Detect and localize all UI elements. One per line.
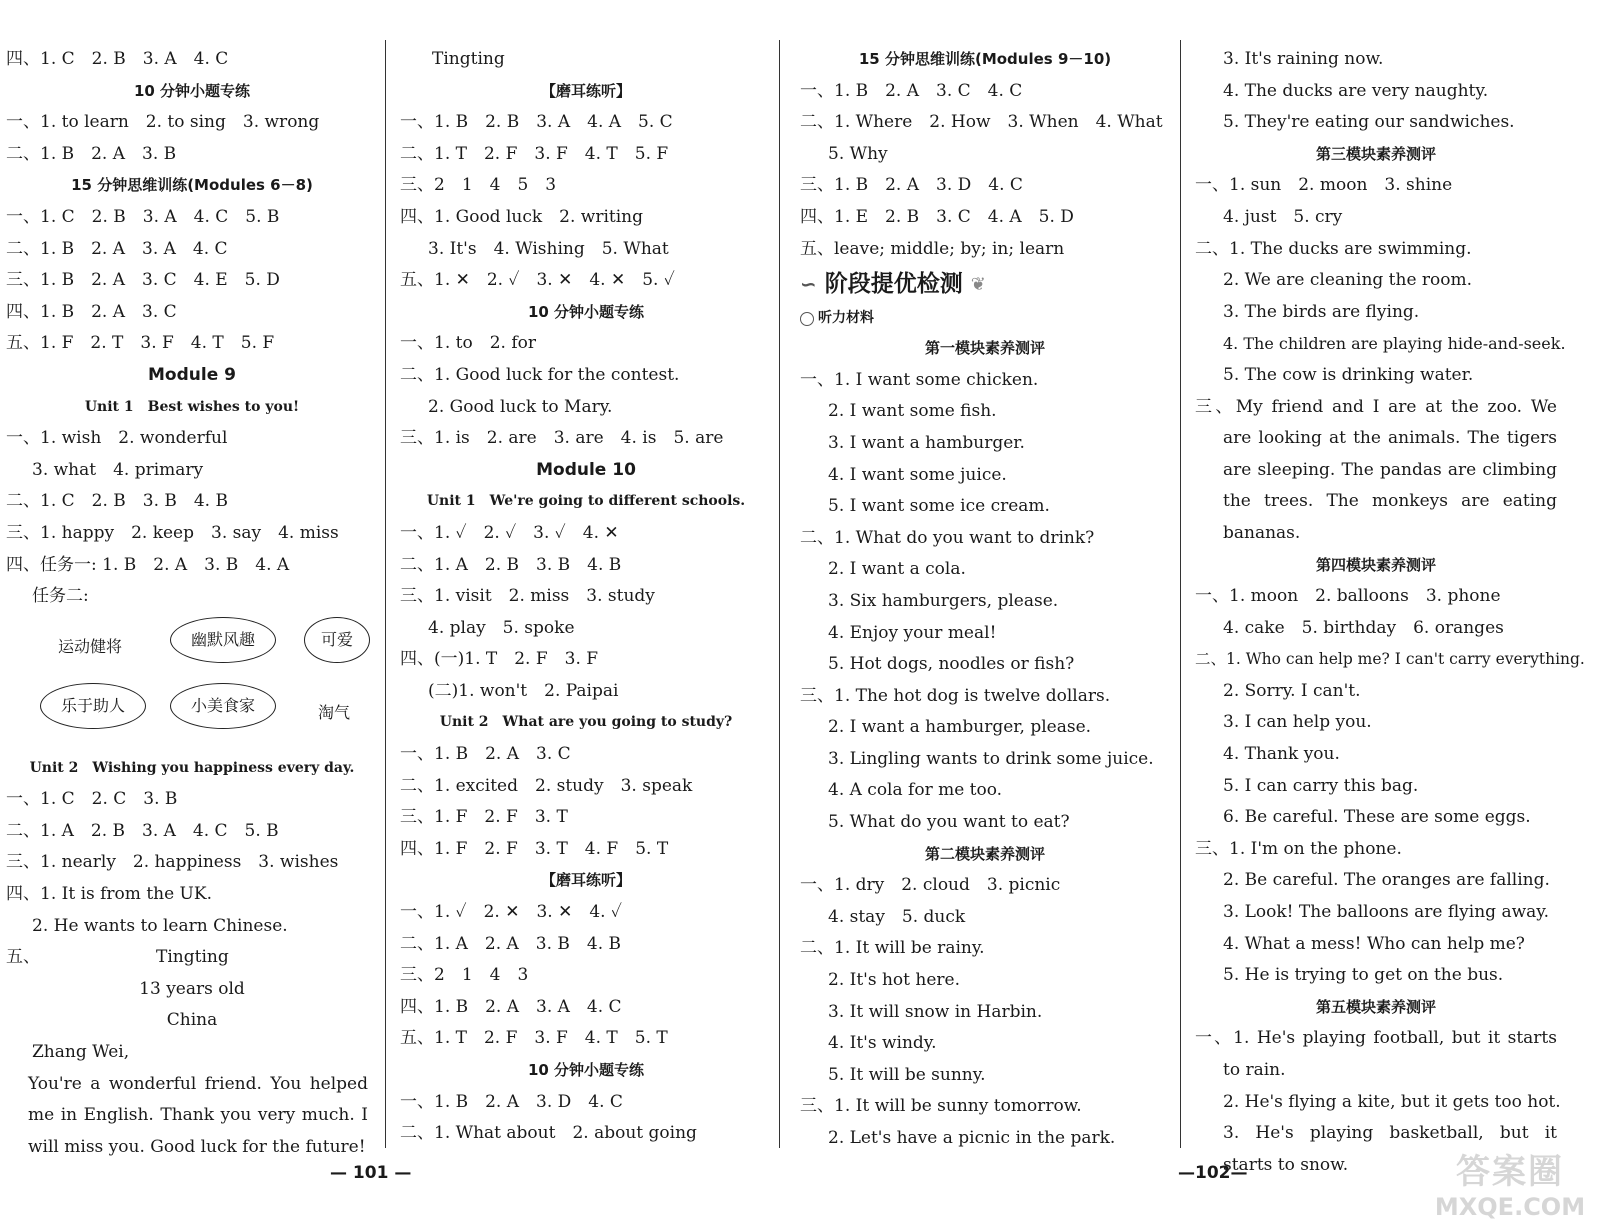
- unit-heading: Unit 2 What are you going to study?: [439, 714, 733, 731]
- letter-country: China: [166, 1010, 218, 1031]
- answer-line: 5. The cow is drinking water.: [1223, 364, 1474, 385]
- answer-line: 一、1. B 2. A 3. C 4. C: [800, 80, 1023, 101]
- answer-line: 二、1. Who can help me? I can't carry everything.: [1195, 650, 1585, 669]
- column-2: [400, 44, 772, 1150]
- column-4: [1195, 44, 1585, 1181]
- wave-icon: ∽: [800, 272, 817, 297]
- section-heading: 第一模块素养测评: [924, 339, 1045, 358]
- column-1: [6, 44, 378, 1163]
- section-heading: 第三模块素养测评: [1315, 144, 1436, 163]
- answer-line: 3. It will snow in Harbin.: [828, 1001, 1043, 1022]
- column-divider: [779, 40, 780, 1148]
- answer-line: 一、1. dry 2. cloud 3. picnic: [800, 875, 1061, 896]
- answer-line: 3. The birds are flying.: [1223, 301, 1420, 322]
- answer-line: 2. Good luck to Mary.: [428, 396, 613, 417]
- answer-line: 5. I want some ice cream.: [828, 496, 1050, 517]
- listening-material-label: [800, 305, 1170, 333]
- item-number: 五、: [6, 947, 40, 968]
- letter-body: You're a wonderful friend. You helped me in English. Thank you very much. I will miss you. Good luck for the future!: [28, 1073, 368, 1157]
- unit-heading: Unit 2 Wishing you happiness every day.: [29, 759, 355, 776]
- answer-line: 4. Enjoy your meal!: [828, 622, 997, 643]
- section-heading: 第五模块素养测评: [1315, 997, 1436, 1016]
- letter-sender: Tingting: [156, 947, 229, 968]
- answer-line: 二、1. B 2. A 3. A 4. C: [6, 238, 228, 259]
- module-heading: Module 10: [536, 459, 636, 480]
- section-heading: 第二模块素养测评: [924, 844, 1045, 863]
- section-heading: 【磨耳练听】: [540, 871, 631, 890]
- answer-line: 三、1. happy 2. keep 3. say 4. miss: [6, 522, 339, 543]
- section-heading: 15 分钟思维训练(Modules 6－8): [71, 176, 313, 195]
- stage-banner: [800, 265, 1170, 305]
- unit-heading: Unit 1 Best wishes to you!: [84, 398, 300, 415]
- answer-line: 3. I want a hamburger.: [828, 432, 1025, 453]
- answer-line: 二、1. What about 2. about going: [400, 1123, 697, 1144]
- answer-line: 2. I want a hamburger, please.: [828, 717, 1092, 738]
- trait-oval: 可爱: [304, 617, 370, 663]
- answer-line: 四、1. It is from the UK.: [6, 884, 212, 905]
- answer-line: 三、1. It will be sunny tomorrow.: [800, 1096, 1082, 1117]
- answer-line: 3. what 4. primary: [32, 459, 204, 480]
- column-divider: [1180, 40, 1181, 1148]
- answer-line: 二、1. The ducks are swimming.: [1195, 238, 1472, 259]
- answer-line: 一、1. B 2. B 3. A 4. A 5. C: [400, 112, 673, 133]
- answer-line: 2. We are cleaning the room.: [1223, 270, 1473, 291]
- answer-line: 5. What do you want to eat?: [828, 812, 1070, 833]
- answer-line: 2. Sorry. I can't.: [1223, 680, 1361, 701]
- section-heading: 10 分钟小题专练: [527, 302, 645, 321]
- answer-line: 3. It's 4. Wishing 5. What: [428, 238, 669, 259]
- answer-line: 二、1. A 2. A 3. B 4. B: [400, 933, 622, 954]
- answer-line: 二、1. C 2. B 3. B 4. B: [6, 491, 228, 512]
- watermark-logo: 答案圈: [1456, 1152, 1564, 1192]
- circle-icon: [800, 312, 814, 326]
- answer-line: 二、1. It will be rainy.: [800, 938, 985, 959]
- answer-line: 6. Be careful. These are some eggs.: [1223, 807, 1531, 828]
- trait-plain: 运动健将: [58, 636, 123, 656]
- answer-line: 5. It will be sunny.: [828, 1064, 986, 1085]
- answer-line: 五、1. ✕ 2. ✓ 3. ✕ 4. ✕ 5. ✓: [400, 270, 675, 291]
- answer-line: 2. It's hot here.: [828, 970, 960, 991]
- letter-greeting: Zhang Wei,: [32, 1042, 130, 1063]
- answer-line: 一、1. moon 2. balloons 3. phone: [1195, 586, 1501, 607]
- answer-line: 4. The ducks are very naughty.: [1223, 80, 1489, 101]
- unit-heading: Unit 1 We're going to different schools.: [426, 493, 746, 510]
- answer-line: 一、1. He's playing football, but it starts to rain.: [1195, 1028, 1557, 1080]
- answer-line: 4. just 5. cry: [1223, 206, 1343, 227]
- answer-line: 2. He's flying a kite, but it gets too hot.: [1223, 1091, 1561, 1112]
- answer-line: 5. Hot dogs, noodles or fish?: [828, 654, 1075, 675]
- answer-line: 五、1. F 2. T 3. F 4. T 5. F: [6, 333, 275, 354]
- trait-oval: 乐于助人: [40, 683, 146, 729]
- watermark-url: MXQE.COM: [1434, 1193, 1586, 1221]
- answer-line: 二、1. Where 2. How 3. When 4. What: [800, 112, 1163, 133]
- answer-line: 三、1. The hot dog is twelve dollars.: [800, 685, 1111, 706]
- answer-line: 三、1. B 2. A 3. D 4. C: [800, 175, 1023, 196]
- answer-line: 四、1. E 2. B 3. C 4. A 5. D: [800, 206, 1074, 227]
- banner-title: 阶段提优检测: [824, 271, 963, 298]
- section-heading: 10 分钟小题专练: [133, 81, 251, 100]
- answer-line: 3. Six hamburgers, please.: [828, 590, 1059, 611]
- answer-line: 三、1. B 2. A 3. C 4. E 5. D: [6, 270, 280, 291]
- answer-line: 4. What a mess! Who can help me?: [1223, 933, 1525, 954]
- answer-line: 2. Let's have a picnic in the park.: [828, 1128, 1116, 1148]
- answer-line: 三、1. I'm on the phone.: [1195, 838, 1402, 859]
- section-heading: 第四模块素养测评: [1315, 555, 1436, 574]
- answer-line: 4. cake 5. birthday 6. oranges: [1223, 617, 1504, 638]
- answer-line: 2. He wants to learn Chinese.: [32, 915, 288, 936]
- trait-oval: 小美食家: [170, 683, 276, 729]
- answer-line: 一、1. B 2. A 3. D 4. C: [400, 1091, 623, 1112]
- trait-plain: 淘气: [318, 702, 351, 722]
- answer-line: 5. I can carry this bag.: [1223, 775, 1419, 796]
- answer-line: 5. They're eating our sandwiches.: [1223, 112, 1515, 133]
- answer-line: 三、2 1 4 3: [400, 965, 529, 986]
- answer-line: 五、leave; middle; by; in; learn: [800, 238, 1065, 259]
- answer-line: 四、1. C 2. B 3. A 4. C: [6, 49, 229, 69]
- answer-line: 3. I can help you.: [1223, 712, 1372, 733]
- answer-line: 4. stay 5. duck: [828, 906, 966, 927]
- answer-line: 一、1. C 2. B 3. A 4. C 5. B: [6, 206, 280, 227]
- answer-line: 二、1. What do you want to drink?: [800, 527, 1095, 548]
- module-heading: Module 9: [148, 364, 236, 385]
- sub-title: 听力材料: [818, 310, 874, 327]
- answer-line: 一、1. to 2. for: [400, 333, 536, 354]
- section-heading: 15 分钟思维训练(Modules 9－10): [858, 50, 1112, 68]
- column-3: [800, 44, 1170, 1155]
- answer-line: 4. I want some juice.: [828, 464, 1007, 485]
- answer-line: 一、1. C 2. C 3. B: [6, 789, 178, 810]
- answer-line: 3. Look! The balloons are flying away.: [1223, 902, 1550, 923]
- answer-line: 四、1. B 2. A 3. C: [6, 301, 177, 322]
- trait-ovals: [6, 613, 378, 753]
- answer-line: 五、1. T 2. F 3. F 4. T 5. T: [400, 1028, 668, 1049]
- answer-line: [6, 942, 378, 974]
- answer-line: 5. He is trying to get on the bus.: [1223, 965, 1504, 986]
- answer-line: 三、1. nearly 2. happiness 3. wishes: [6, 852, 339, 873]
- answer-line: 一、1. ✓ 2. ✓ 3. ✓ 4. ✕: [400, 522, 619, 543]
- answer-line: 一、1. sun 2. moon 3. shine: [1195, 175, 1453, 196]
- answer-line: 4. It's windy.: [828, 1033, 937, 1054]
- answer-line: 四、(一)1. T 2. F 3. F: [400, 649, 599, 670]
- section-heading: 【磨耳练听】: [540, 81, 631, 100]
- answer-line: 一、1. ✓ 2. ✕ 3. ✕ 4. ✓: [400, 902, 622, 923]
- answer-line: 4. A cola for me too.: [828, 780, 1003, 801]
- answer-line: 2. I want a cola.: [828, 559, 966, 580]
- answer-line: 三、1. visit 2. miss 3. study: [400, 586, 655, 607]
- section-heading: 10 分钟小题专练: [527, 1061, 645, 1079]
- answer-line: 二、1. B 2. A 3. B: [6, 143, 177, 164]
- page-number-right: —102—: [1178, 1163, 1248, 1183]
- answer-line: 四、1. F 2. F 3. T 4. F 5. T: [400, 838, 669, 859]
- answer-line: 二、1. Good luck for the contest.: [400, 364, 680, 385]
- answer-line: 二、1. A 2. B 3. A 4. C 5. B: [6, 820, 279, 841]
- answer-line: 四、1. Good luck 2. writing: [400, 206, 644, 227]
- answer-line: 4. play 5. spoke: [428, 617, 575, 638]
- answer-line: 任务二:: [32, 586, 89, 607]
- column-divider: [385, 40, 386, 1148]
- answer-line: 二、1. A 2. B 3. B 4. B: [400, 554, 622, 575]
- watermark: [1430, 1144, 1590, 1221]
- trait-oval: 幽默风趣: [170, 617, 276, 663]
- answer-line: 一、1. wish 2. wonderful: [6, 428, 228, 449]
- leaf-icon: ❦: [970, 274, 986, 296]
- answer-line: 2. I want some fish.: [828, 401, 997, 422]
- answer-line: 二、1. excited 2. study 3. speak: [400, 775, 693, 796]
- letter-age: 13 years old: [139, 978, 245, 999]
- letter-signature: Tingting: [432, 49, 505, 69]
- answer-line: 四、任务一: 1. B 2. A 3. B 4. A: [6, 554, 290, 575]
- answer-line: 3. He's playing basketball, but it starts to snow.: [1223, 1123, 1557, 1175]
- answer-paragraph: 三、My friend and I are at the zoo. We are looking at the animals. The tigers are sleeping. The pandas are climbing the trees. The monkeys are eating bananas.: [1195, 396, 1557, 543]
- answer-line: 3. It's raining now.: [1223, 49, 1384, 69]
- answer-line: 4. The children are playing hide-and-seek.: [1223, 334, 1566, 354]
- answer-line: 三、1. F 2. F 3. T: [400, 807, 568, 828]
- answer-line: 5. Why: [828, 143, 888, 164]
- answer-line: (二)1. won't 2. Paipai: [428, 680, 619, 701]
- answer-line: 二、1. T 2. F 3. F 4. T 5. F: [400, 143, 669, 164]
- answer-line: 三、2 1 4 5 3: [400, 175, 557, 196]
- answer-line: 一、1. to learn 2. to sing 3. wrong: [6, 112, 320, 133]
- answer-line: 一、1. B 2. A 3. C: [400, 744, 571, 765]
- answer-line: 4. Thank you.: [1223, 744, 1340, 765]
- answer-line: 2. Be careful. The oranges are falling.: [1223, 870, 1550, 891]
- page-number-left: — 101 —: [330, 1163, 412, 1183]
- answer-line: 四、1. B 2. A 3. A 4. C: [400, 996, 622, 1017]
- answer-line: 一、1. I want some chicken.: [800, 369, 1039, 390]
- answer-line: 3. Lingling wants to drink some juice.: [828, 748, 1154, 769]
- answer-line: 三、1. is 2. are 3. are 4. is 5. are: [400, 428, 724, 449]
